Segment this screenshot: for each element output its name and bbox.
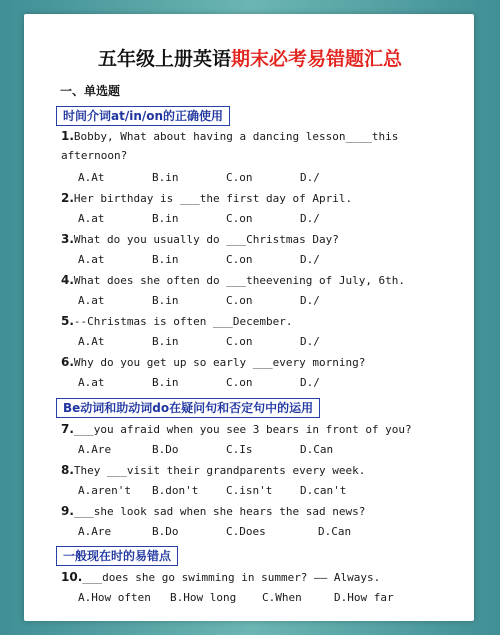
option-a: A.At [78, 171, 105, 184]
option-c: C.Is [226, 443, 253, 456]
question-text: --Christmas is often ___December. [73, 315, 293, 328]
question-3 [61, 229, 471, 250]
title-red: 期末必考易错题汇总 [231, 48, 403, 70]
question-number: 1. [61, 129, 74, 143]
category-label-prepositions: 时间介词at/in/on的正确使用 [56, 106, 230, 126]
title-black: 五年级上册英语 [97, 48, 231, 70]
option-b: B.Do [152, 525, 179, 538]
option-a: A.How often [78, 591, 151, 604]
question-8 [61, 460, 471, 481]
question-number: 5. [61, 314, 74, 328]
question-text: What does she often do ___theevening of July, 6th. [73, 274, 406, 287]
option-b: B.Do [152, 443, 179, 456]
option-c: C.on [226, 376, 253, 389]
question-text: ___does she go swimming in summer? —— Always. [82, 571, 381, 584]
question-number: 3. [61, 232, 74, 246]
question-7 [61, 419, 471, 440]
option-b: B.How long [170, 591, 237, 604]
question-4 [61, 270, 471, 291]
question-number: 8. [61, 463, 74, 477]
option-a: A.at [78, 212, 105, 225]
option-b: B.in [152, 171, 179, 184]
option-a: A.At [78, 335, 105, 348]
question-9 [61, 501, 471, 522]
option-d: D./ [300, 171, 320, 184]
question-1 [61, 126, 471, 147]
question-number: 7. [61, 422, 74, 436]
question-6 [61, 352, 471, 373]
option-b: B.in [152, 294, 179, 307]
section-heading: 一、单选题 [60, 84, 121, 98]
question-number: 10. [61, 570, 83, 584]
option-b: B.in [152, 376, 179, 389]
page-title [0, 44, 500, 71]
question-text: ___you afraid when you see 3 bears in front of you? [73, 423, 412, 436]
question-2 [61, 188, 471, 209]
option-d: D./ [300, 212, 320, 225]
option-c: C.When [262, 591, 302, 604]
option-a: A.at [78, 253, 105, 266]
question-text-continued: afternoon? [61, 149, 128, 162]
question-text: Her birthday is ___the first day of April. [73, 192, 353, 205]
option-d: D./ [300, 294, 320, 307]
option-d: D.Can [318, 525, 352, 538]
option-c: C.on [226, 253, 253, 266]
option-b: B.in [152, 253, 179, 266]
question-text: ___she look sad when she hears the sad news? [73, 505, 366, 518]
question-text: They ___visit their grandparents every week. [73, 464, 366, 477]
option-d: D.can't [300, 484, 347, 497]
question-number: 2. [61, 191, 74, 205]
option-b: B.in [152, 335, 179, 348]
option-b: B.in [152, 212, 179, 225]
option-a: A.at [78, 376, 105, 389]
question-5 [61, 311, 471, 332]
option-a: A.aren't [78, 484, 131, 497]
option-c: C.on [226, 335, 253, 348]
category-label-be-do: Be动词和助动词do在疑问句和否定句中的运用 [56, 398, 320, 418]
category-label-present-simple: 一般现在时的易错点 [56, 546, 178, 566]
option-c: C.Does [226, 525, 266, 538]
question-10 [61, 567, 471, 588]
question-number: 6. [61, 355, 74, 369]
question-text: Bobby, What about having a dancing lesson____this [73, 130, 399, 143]
option-a: A.at [78, 294, 105, 307]
question-number: 4. [61, 273, 74, 287]
option-a: A.Are [78, 443, 112, 456]
option-c: C.on [226, 171, 253, 184]
option-c: C.on [226, 294, 253, 307]
option-b: B.don't [152, 484, 199, 497]
option-d: D.Can [300, 443, 334, 456]
option-d: D./ [300, 253, 320, 266]
question-text: What do you usually do ___Christmas Day? [73, 233, 339, 246]
option-d: D./ [300, 376, 320, 389]
option-c: C.isn't [226, 484, 273, 497]
option-a: A.Are [78, 525, 112, 538]
option-c: C.on [226, 212, 253, 225]
question-1-line2 [61, 146, 471, 166]
question-number: 9. [61, 504, 74, 518]
question-text: Why do you get up so early ___every morning? [73, 356, 366, 369]
option-d: D.How far [334, 591, 394, 604]
option-d: D./ [300, 335, 320, 348]
